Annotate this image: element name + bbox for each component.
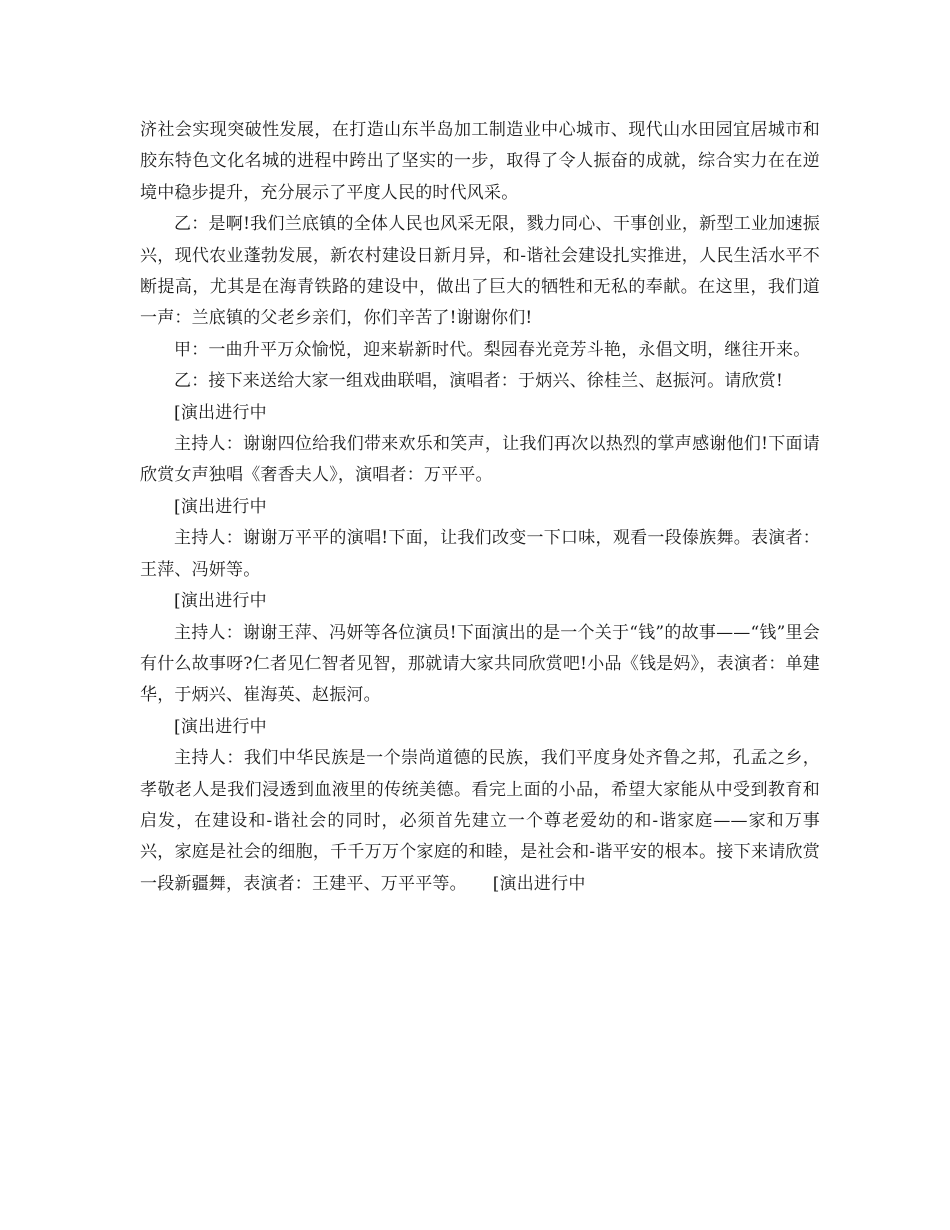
paragraph-host-virtue: 主持人：我们中华民族是一个崇尚道德的民族，我们平度身处齐鲁之邦，孔孟之乡，孝敬老人是我们浸透到血液里的传统美德。看完上面的小品，希望大家能从中受到教育和启发，在建设和-谐社会的同时，必须首先建立一个尊老爱幼的和-谐家庭——家和万事兴，家庭是社会的细胞，千千万万个家庭的和睦，是社会和-谐平安的根本。接下来请欣赏一段新疆舞，表演者：王建平、万平平等。 [演出进行中 [140,748,820,894]
paragraph-host-solo: 主持人：谢谢四位给我们带来欢乐和笑声，让我们再次以热烈的掌声感谢他们!下面请欣赏女声独唱《奢香夫人》，演唱者：万平平。 [140,434,820,486]
paragraph-jia-lines: 甲：一曲升平万众愉悦，迎来崭新时代。梨园春光竞芳斗艳，永倡文明，继往开来。 [174,339,811,360]
stage-direction: [演出进行中 [174,496,267,517]
paragraph-yi-intro-opera: 乙：接下来送给大家一组戏曲联唱，演唱者：于炳兴、徐桂兰、赵振河。请欣赏! [174,371,784,392]
stage-direction: [演出进行中 [174,591,267,612]
paragraph-yi-lines: 乙：是啊!我们兰底镇的全体人民也风采无限，戮力同心、干事创业，新型工业加速振兴，现代农业蓬勃发展，新农村建设日新月异，和-谐社会建设扎实推进，人民生活水平不断提高，尤其是在海青铁路的建设中，做出了巨大的牺牲和无私的奉献。在这里，我们道一声：兰底镇的父老乡亲们，你们辛苦了!谢谢你们! [140,214,820,329]
document-body [140,115,820,900]
stage-direction: [演出进行中 [174,402,267,423]
paragraph-intro: 济社会实现突破性发展，在打造山东半岛加工制造业中心城市、现代山水田园宜居城市和胶东特色文化名城的进程中跨出了坚实的一步，取得了令人振奋的成就，综合实力在在逆境中稳步提升，充分展示了平度人民的时代风采。 [140,120,820,203]
paragraph-host-sketch: 主持人：谢谢王萍、冯妍等各位演员!下面演出的是一个关于“钱”的故事——“钱”里会有什么故事呀?仁者见仁智者见智，那就请大家共同欣赏吧!小品《钱是妈》，表演者：单建华，于炳兴、崔海英、赵振河。 [140,622,820,706]
stage-direction: [演出进行中 [174,716,267,737]
paragraph-host-dai-dance: 主持人：谢谢万平平的演唱!下面，让我们改变一下口味，观看一段傣族舞。表演者：王萍、冯妍等。 [140,528,820,580]
